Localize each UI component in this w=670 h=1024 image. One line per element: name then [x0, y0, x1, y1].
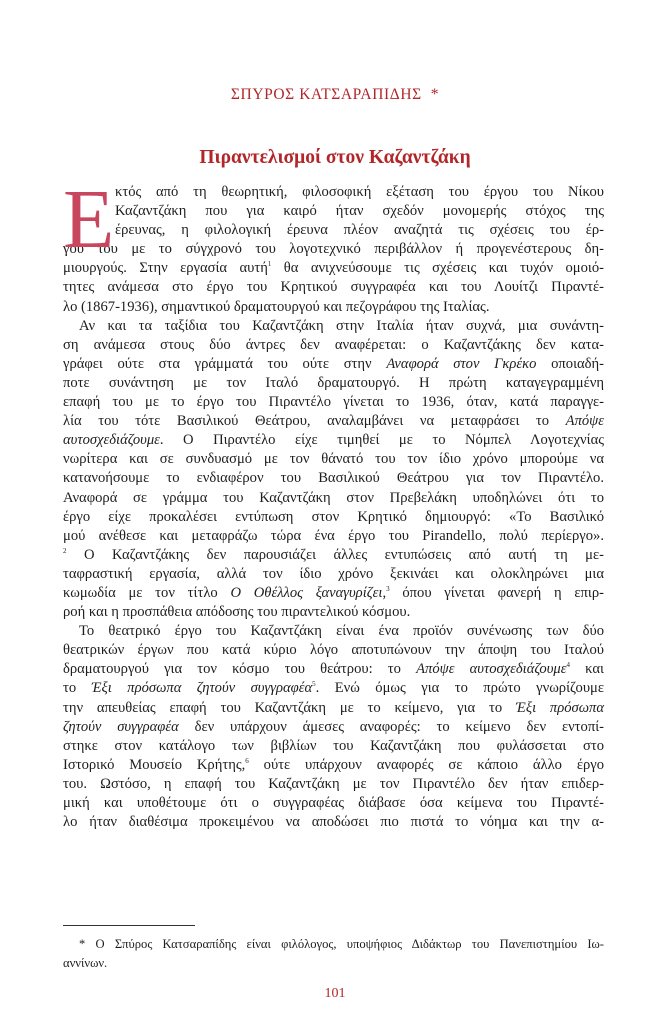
body-line: γράφει ούτε στα γράμματά του ούτε στην Αναφορά στον Γκρέκο οποιαδή- [63, 355, 605, 372]
play-title-italic: Έξι πρόσωπα ζητούν συγγραφέα [91, 680, 313, 697]
book-title-italic: Αναφορά στον Γκρέκο [386, 355, 537, 372]
footnote-mark: * [79, 937, 86, 951]
body-line: Ιστορικό Μουσείο Κρήτης,$^6$ ούτε υπάρχουν αναφορές σε κάποιο άλλο έργο [63, 756, 604, 773]
body-line: Το θεατρικό έργο του Καζαντζάκη είναι ένα προϊόν συνένωσης των δύο [79, 623, 604, 640]
body-line: μική και υποθέτουμε ότι ο συγγραφέας διάβασε όσα κείμενα του Πιραντέ- [63, 795, 604, 811]
body-line: μιουργούς. Στην εργασία αυτή$^1$ θα ανιχνεύσουμε τις σχέσεις και τυχόν ομοιό- [63, 260, 605, 277]
play-title-italic: Απόψε αυτοσχεδιάζουμε [416, 661, 567, 678]
article-title: Πιραντελισμοί στον Καζαντζάκη [199, 147, 471, 168]
body-line: γου του με το σύγχρονό του λογοτεχνικό περιβάλλον ή προγενέστερους δη- [63, 241, 604, 258]
note-ref: 3 [386, 584, 390, 593]
body-line: Καζαντζάκη που για καιρό ήταν σχεδόν μονομερής στόχος της [115, 203, 604, 220]
body-line: του. Ωστόσο, η επαφή του Καζαντζάκη με τον Πιραντέλο δεν ήταν επιδερ- [63, 775, 604, 792]
body-line: το Έξι πρόσωπα ζητούν συγγραφέα$^5$. Ενώ όμως για το πρώτο γνωρίζουμε [63, 680, 604, 697]
body-line: ταφραστική εργασία, αλλά τον ίδιο χρόνο ξεκινάει και ολοκληρώνει μια [63, 565, 604, 582]
footnote-line: * Ο Σπύρος Κατσαραπίδης είναι φιλόλογος, υποψήφιος Διδάκτωρ του Πανεπιστημίου Ιω- [79, 937, 604, 951]
body-line: ποτε συνάντηση με τον Ιταλό δραματουργό. Η πρώτη καταγεγραμμένη [63, 374, 604, 391]
play-title-italic: Έξι πρόσωπα [515, 699, 604, 716]
note-ref: 1 [267, 260, 272, 269]
body-line: ζητούν συγγραφέα δεν υπάρχουν άμεσες αναφορές: το κείμενο δεν εντοπί- [63, 718, 605, 735]
body-line: αυτοσχεδιάζουμε. Ο Πιραντέλο είχε τιμηθεί με το Νόμπελ Λογοτεχνίας [63, 432, 604, 449]
play-title-italic: αυτοσχεδιάζουμε [63, 432, 160, 449]
body-line: δραματουργού για τον κόσμο του θεάτρου: το Απόψε αυτοσχεδιάζουμε$^4$ και [63, 661, 604, 678]
body-line: κωμωδία με τον τίτλο Ο Οθέλλος ξαναγυρίζει,$^3$ όπου γίνεται φανερή η επιρ- [63, 584, 604, 601]
play-title-italic: Ο Οθέλλος ξαναγυρίζει [230, 584, 383, 601]
drop-cap: Ε [63, 173, 115, 266]
body-line: ροή και η προσπάθεια απόδοσης του πιραντελικού κόσμου. [63, 604, 411, 621]
note-ref: 2 [63, 546, 67, 555]
body-line: έργο είχε προκαλέσει εντύπωση στον Κρητικό δημιουργό: «Το Βασιλικό [63, 508, 604, 525]
body-line: λο ήταν διαθέσιμα προκειμένου να αποδώσει πιο πιστά το νόημα και την α- [63, 814, 604, 831]
body-line: την απευθείας επαφή του Καζαντζάκη με το κείμενο, για το Έξι πρόσωπα [63, 699, 604, 716]
body-line: λο (1867-1936), σημαντικού δραματουργού και πεζογράφου της Ιταλίας. [63, 298, 490, 315]
body-line: Αν και τα ταξίδια του Καζαντζάκη στην Ιταλία ήταν συχνά, μια συνάντη- [79, 317, 604, 334]
footnote-line: αννίνων. [63, 956, 108, 970]
body-line: Αναφορά σε γράμμα του Καζαντζάκη στον Πρεβελάκη υποδηλώνει ότι το [63, 489, 604, 506]
page-number: 101 [324, 986, 346, 1001]
play-title-italic: Απόψε [565, 413, 604, 430]
body-line: κτός από τη θεωρητική, φιλοσοφική εξέταση του έργου του Νίκου [115, 184, 604, 200]
body-line: έρευνας, η φιλολογική έρευνα πλέον αναζητά τις σχέσεις του έρ- [115, 222, 604, 239]
author-heading [0, 86, 670, 104]
body-line: λία του τότε Βασιλικού Θεάτρου, αναλαμβάνει να μεταφράσει το Απόψε [63, 413, 604, 430]
body-line: $^2$ Ο Καζαντζάκης δεν παρουσιάζει άλλες εντυπώσεις από αυτή τη με- [63, 546, 604, 563]
body-line: τητες ανάμεσα στο έργο του Κρητικού συγγραφέα και του Λουίτζι Πιραντέ- [63, 279, 604, 296]
article-body [63, 173, 605, 832]
note-ref: 5 [312, 680, 316, 689]
body-line: στηκε στον κατάλογο των βιβλίων του Καζαντζάκη που φυλάσσεται στο [63, 737, 604, 754]
body-line: ση ανάμεσα στους δύο άντρες δεν αναφέρεται: ο Καζαντζάκης δεν κατα- [63, 336, 604, 353]
body-line: κατανοήσουμε το ενδιαφέρον του Βασιλικού Θεάτρου για τον Πιραντέλο. [63, 470, 604, 487]
note-ref: 6 [245, 756, 249, 765]
body-line: νωρίτερα και σε συνδυασμό με τον θάνατό του τον ίδιο χρόνο μπορούμε να [63, 451, 604, 468]
body-line: επαφή του με το έργο του Πιραντέλο γίνεται το 1936, όταν, κατά παραγγε- [63, 394, 604, 411]
author-name: ΣΠΥΡΟΣ ΚΑΤΣΑΡΑΠΙΔΗΣ [230, 86, 422, 103]
play-title-italic: ζητούν συγγραφέα [63, 718, 179, 735]
body-line: μού ανέθεσε και μεταφράζω τώρα ένα έργο του Pirandello, πολύ περίεργο». [63, 527, 604, 544]
body-line: θεατρικών έργων που κατά κύριο λόγο αποτυπώνουν την άποψη του Ιταλού [63, 642, 604, 659]
footnote-divider [63, 925, 195, 926]
author-footnote-mark: * [430, 86, 440, 103]
footnote [63, 935, 604, 973]
note-ref: 4 [566, 661, 571, 670]
